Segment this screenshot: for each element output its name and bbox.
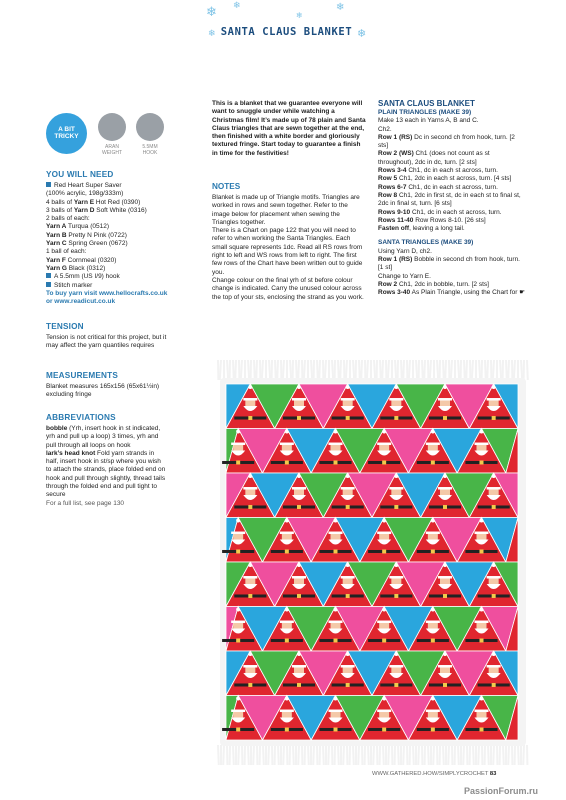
santa-hat-trim (280, 443, 294, 446)
santa-face (343, 578, 353, 585)
fringe-strand (298, 360, 299, 380)
snowflake-icon: ❄ (296, 11, 303, 20)
santa-buckle (492, 505, 496, 509)
santa-buckle (297, 416, 301, 420)
santa-buckle (236, 727, 240, 731)
santa-hat-trim (377, 621, 391, 624)
fringe-strand (388, 360, 389, 380)
santa-face (294, 578, 304, 585)
santa-hat-trim (475, 621, 489, 624)
notes-text: Blanket is made up of Triangle motifs. Triangles are worked in rows and sewn together. Refer to the image below for placement when sewing the Triangles together. There is a Chart on page 122 that you will need to refer to when working the Santa Triangles. Each small square represents 1dc. Read all RS rows from right to left and WS rows from left to right. The first few rows of the Chart have been written out to guide you. Change colour on the final yrh of st before colour change is indicated. Carry the unused colour across the top of your sts, enclosing the strand as you work. (212, 194, 364, 301)
fringe-strand (416, 360, 417, 380)
santa-hat-trim (426, 710, 440, 713)
santa-hat-trim (231, 621, 245, 624)
fringe-strand (332, 360, 333, 380)
santa-hat-trim (475, 532, 489, 535)
fringe-strand (463, 745, 464, 765)
fringe-strand (383, 745, 384, 765)
santa-face (233, 712, 243, 719)
santa-buckle (285, 638, 289, 642)
fringe-strand (527, 360, 528, 380)
santa-face (391, 578, 401, 585)
santa-hat-trim (389, 487, 403, 490)
fringe-strand (401, 360, 402, 380)
santa-face (391, 400, 401, 407)
fringe-strand (233, 745, 234, 765)
santa-face (489, 667, 499, 674)
santa-hat-trim (341, 487, 355, 490)
santa-blanket-photo (214, 360, 532, 765)
fringe-strand (338, 360, 339, 380)
materials-list: Red Heart Super Saver (100% acrylic, 198g/333m) 4 balls of Yarn E Hot Red (0390) 3 balls of Yarn D Soft White (0316) 2 balls of each: Yarn A Turqua (0512) Yarn B Pretty N Pink (0722) Yarn C Spring Green (0672) 1 ball of each: Yarn F Cornmeal (0320) Yarn G Black (0312) A 5.5mm (US I/9) hook Stitch marker To buy yarn visit www.hellocrafts.co.uk or www.readicut.co.uk (46, 182, 172, 306)
santa-buckle (346, 683, 350, 687)
you-will-need-heading: YOU WILL NEED (46, 170, 114, 179)
santa-hat-trim (292, 487, 306, 490)
santa-hat-trim (438, 576, 452, 579)
notes-heading: NOTES (212, 182, 241, 191)
santa-hat-trim (280, 621, 294, 624)
fringe-strand (430, 360, 431, 380)
page-footer: WWW.GATHERED.HOW/SIMPLYCROCHET 83 (372, 771, 497, 777)
fringe-strand (325, 360, 326, 380)
fringe-strand (422, 360, 423, 380)
santa-hat-trim (341, 576, 355, 579)
santa-face (489, 489, 499, 496)
santa-face (233, 534, 243, 541)
fringe-strand (518, 745, 519, 765)
santa-buckle (382, 549, 386, 553)
santa-buckle (248, 416, 252, 420)
santa-hat-trim (475, 710, 489, 713)
snowflake-icon: ❄ (206, 5, 217, 20)
fringe-strand (473, 745, 474, 765)
santa-face (343, 489, 353, 496)
fringe-strand (275, 360, 276, 380)
santa-buckle (346, 594, 350, 598)
fringe-strand (487, 360, 488, 380)
hook-icon (136, 113, 164, 141)
fringe-strand (479, 360, 480, 380)
snowflake-icon: ❄ (336, 2, 345, 13)
fringe-strand (409, 360, 410, 380)
fringe-strand (358, 745, 359, 765)
santa-hat-trim (438, 398, 452, 401)
santa-face (331, 445, 341, 452)
fringe-strand (220, 360, 221, 380)
fringe-strand (346, 360, 347, 380)
intro-text: This is a blanket that we guarantee everyone will want to snuggle under while watching a Christmas film! It’s made up of 78 plain and Santa Claus triangles that are sewn together at the end, then finished with a white border and gloriously textured fringe. Start today to guarantee a finish in time for the festivities! (212, 100, 366, 157)
santa-hat-trim (389, 576, 403, 579)
santa-hat-trim (426, 532, 440, 535)
santa-buckle (443, 683, 447, 687)
fringe-strand (308, 745, 309, 765)
fringe-strand (448, 745, 449, 765)
santa-face (245, 400, 255, 407)
santa-buckle (248, 594, 252, 598)
santa-face (343, 667, 353, 674)
snowflake-icon: ❄ (357, 27, 367, 40)
fringe-strand (418, 745, 419, 765)
santa-buckle (431, 727, 435, 731)
fringe-strand (424, 360, 425, 380)
santa-face (233, 445, 243, 452)
santa-hat-trim (243, 576, 257, 579)
fringe-strand (338, 745, 339, 765)
fringe-strand (506, 360, 507, 380)
santa-buckle (346, 416, 350, 420)
santa-buckle (382, 727, 386, 731)
fringe-strand (458, 360, 459, 380)
fringe-strand (443, 360, 444, 380)
santa-hat-trim (280, 532, 294, 535)
santa-face (331, 623, 341, 630)
santa-hat-trim (341, 398, 355, 401)
fringe-strand (508, 745, 509, 765)
fringe-strand (485, 360, 486, 380)
santa-buckle (480, 727, 484, 731)
fringe-strand (437, 360, 438, 380)
santa-face (379, 534, 389, 541)
santa-hat-trim (280, 710, 294, 713)
santa-face (391, 489, 401, 496)
santa-hat-trim (487, 487, 501, 490)
pattern-heading: SANTA CLAUS BLANKET (378, 99, 475, 108)
fringe-strand (493, 745, 494, 765)
santa-buckle (431, 460, 435, 464)
fringe-strand (328, 745, 329, 765)
santa-face (477, 445, 487, 452)
fringe-strand (523, 745, 524, 765)
fringe-strand (256, 360, 257, 380)
fringe-strand (466, 360, 467, 380)
fringe-strand (500, 360, 501, 380)
santa-hat-trim (292, 398, 306, 401)
santa-face (294, 400, 304, 407)
fringe-strand (353, 745, 354, 765)
santa-hat-trim (487, 665, 501, 668)
santa-hat-trim (329, 443, 343, 446)
santa-hat-trim (329, 621, 343, 624)
santa-face (331, 534, 341, 541)
fringe-strand (238, 745, 239, 765)
santa-buckle (492, 416, 496, 420)
santa-face (477, 623, 487, 630)
fringe-strand (253, 745, 254, 765)
abbreviations-heading: ABBREVIATIONS (46, 413, 116, 422)
fringe-strand (508, 360, 509, 380)
santa-face (379, 445, 389, 452)
santa-face (245, 667, 255, 674)
fringe-strand (277, 360, 278, 380)
santa-buckle (285, 460, 289, 464)
santa-hat-trim (389, 665, 403, 668)
fringe-strand (478, 745, 479, 765)
fringe-strand (445, 360, 446, 380)
fringe-strand (227, 360, 228, 380)
santa-buckle (394, 594, 398, 598)
fringe-strand (296, 360, 297, 380)
tension-heading: TENSION (46, 322, 84, 331)
santa-buckle (248, 683, 252, 687)
santa-hat-trim (243, 665, 257, 668)
santa-face (343, 400, 353, 407)
plain-triangles-instructions: PLAIN TRIANGLES (MAKE 39) Make 13 each in Yarns A, B and C. Ch2. Row 1 (RS) Dc in second ch from hook, turn. [2 sts] Row 2 (WS) Ch1 (does not count as st throughout), 2dc in dc, turn. [2 sts] Rows 3-4 Ch1, dc in each st across, turn. Row 5 Ch1, 2dc in each st across, turn. [4 sts] Rows 6-7 Ch1, dc in each st across, turn. Row 8 Ch1, 2dc in first st, dc in each st to final st, 2dc in final st, turn. [6 sts] Rows 9-10 Ch1, dc in each st across, turn. Rows 11-40 Row Rows 8-10. [26 sts] Fasten off, leaving a long tail. SANTA TRIANGLES (MAKE 39) Using Yarn D, ch2. Row 1 (RS) Bobble in second ch from hook, turn. [1 st] Change to Yarn E. Row 2 Ch1, 2dc in bobble, turn. [2 sts] Rows 3-40 As Plain Triangle, using the Chart for ☛ (378, 109, 526, 297)
santa-buckle (236, 638, 240, 642)
santa-face (477, 712, 487, 719)
santa-face (294, 667, 304, 674)
fringe-strand (293, 745, 294, 765)
santa-buckle (297, 505, 301, 509)
fringe-strand (514, 360, 515, 380)
santa-buckle (382, 638, 386, 642)
santa-hat-trim (329, 532, 343, 535)
measurements-text: Blanket measures 165x156 (65x61½in) excluding fringe (46, 383, 160, 399)
santa-buckle (492, 594, 496, 598)
santa-hat-trim (377, 710, 391, 713)
santa-buckle (443, 594, 447, 598)
santa-buckle (492, 683, 496, 687)
fringe-strand (313, 745, 314, 765)
fringe-strand (361, 360, 362, 380)
santa-buckle (431, 638, 435, 642)
santa-face (282, 712, 292, 719)
measurements-heading: MEASUREMENTS (46, 371, 118, 380)
fringe-strand (367, 360, 368, 380)
fringe-strand (373, 745, 374, 765)
fringe-strand (343, 745, 344, 765)
santa-hat-trim (487, 398, 501, 401)
santa-hat-trim (231, 443, 245, 446)
fringe-strand (283, 360, 284, 380)
santa-buckle (285, 549, 289, 553)
santa-hat-trim (243, 487, 257, 490)
fringe-strand (382, 360, 383, 380)
santa-buckle (394, 505, 398, 509)
santa-face (428, 623, 438, 630)
fringe-strand (403, 360, 404, 380)
santa-buckle (334, 727, 338, 731)
santa-buckle (236, 549, 240, 553)
santa-buckle (394, 683, 398, 687)
santa-buckle (394, 416, 398, 420)
santa-face (379, 623, 389, 630)
fringe-strand (298, 745, 299, 765)
buy-link[interactable]: To buy yarn visit www.hellocrafts.co.uk or www.readicut.co.uk (46, 289, 168, 306)
fringe-strand (451, 360, 452, 380)
santa-buckle (382, 460, 386, 464)
santa-buckle (346, 505, 350, 509)
santa-face (379, 712, 389, 719)
santa-buckle (443, 505, 447, 509)
yarn-ball-icon (98, 113, 126, 141)
santa-face (440, 400, 450, 407)
santa-hat-trim (487, 576, 501, 579)
santa-hat-trim (426, 443, 440, 446)
page-title: SANTA CLAUS BLANKET (220, 26, 353, 38)
fringe-strand (493, 360, 494, 380)
santa-buckle (480, 638, 484, 642)
santa-face (440, 578, 450, 585)
fringe-strand (503, 745, 504, 765)
santa-face (428, 712, 438, 719)
fringe-strand (398, 745, 399, 765)
santa-buckle (334, 638, 338, 642)
santa-face (331, 712, 341, 719)
santa-hat-trim (231, 710, 245, 713)
snowflake-icon: ❄ (233, 1, 241, 11)
fringe-strand (403, 745, 404, 765)
fringe-strand (472, 360, 473, 380)
santa-buckle (334, 460, 338, 464)
watermark: PassionForum.ru (464, 786, 539, 796)
santa-face (245, 489, 255, 496)
santa-hat-trim (389, 398, 403, 401)
santa-face (489, 400, 499, 407)
fringe-strand (304, 360, 305, 380)
santa-buckle (443, 416, 447, 420)
snowflake-icon: ❄ (208, 29, 216, 39)
fringe-strand (368, 745, 369, 765)
santa-face (440, 489, 450, 496)
santa-buckle (285, 727, 289, 731)
santa-hat-trim (377, 443, 391, 446)
fringe-strand (262, 360, 263, 380)
santa-hat-trim (475, 443, 489, 446)
santa-hat-trim (426, 621, 440, 624)
santa-hat-trim (292, 576, 306, 579)
fringe-strand (268, 745, 269, 765)
santa-face (440, 667, 450, 674)
santa-face (233, 623, 243, 630)
fringe-strand (311, 360, 312, 380)
fringe-strand (458, 745, 459, 765)
santa-face (489, 578, 499, 585)
santa-face (428, 534, 438, 541)
fringe-strand (248, 360, 249, 380)
abbreviations-text: bobble (Yrh, insert hook in st indicated, yrh and pull up a loop) 3 times, yrh and pull through all loops on hook lark’s head knot Fold yarn strands in half, insert hook in st/sp where you wish to attach the strands, place folded end on hook and pull through slightly, thread tails through the folded end and pull tight to secure For a full list, see page 130 (46, 425, 166, 507)
santa-face (282, 623, 292, 630)
skill-badge: A BIT TRICKY (46, 113, 87, 154)
fringe-strand (235, 360, 236, 380)
fringe-strand (223, 745, 224, 765)
fringe-strand (319, 360, 320, 380)
fringe-strand (317, 360, 318, 380)
fringe-strand (233, 360, 234, 380)
santa-face (294, 489, 304, 496)
hook-label: 5.5MM HOOK (142, 144, 158, 157)
santa-buckle (480, 549, 484, 553)
santa-buckle (297, 683, 301, 687)
tension-text: Tension is not critical for this project, but it may affect the yarn quantiles requires (46, 334, 167, 350)
santa-hat-trim (243, 398, 257, 401)
santa-buckle (334, 549, 338, 553)
santa-buckle (236, 460, 240, 464)
santa-hat-trim (292, 665, 306, 668)
santa-buckle (431, 549, 435, 553)
santa-face (428, 445, 438, 452)
fringe-strand (464, 360, 465, 380)
santa-hat-trim (377, 532, 391, 535)
fringe-strand (278, 745, 279, 765)
santa-buckle (297, 594, 301, 598)
fringe-strand (433, 745, 434, 765)
santa-face (282, 445, 292, 452)
fringe-strand (413, 745, 414, 765)
fringe-strand (283, 745, 284, 765)
fringe-strand (254, 360, 255, 380)
santa-hat-trim (329, 710, 343, 713)
fringe-strand (380, 360, 381, 380)
fringe-strand (359, 360, 360, 380)
fringe-strand (428, 745, 429, 765)
fringe-strand (374, 360, 375, 380)
fringe-strand (443, 745, 444, 765)
fringe-strand (323, 745, 324, 765)
fringe-strand (263, 745, 264, 765)
santa-face (245, 578, 255, 585)
fringe-strand (340, 360, 341, 380)
weight-label: ARAN WEIGHT (102, 144, 122, 157)
fringe-strand (395, 360, 396, 380)
fringe-strand (248, 745, 249, 765)
santa-face (477, 534, 487, 541)
santa-hat-trim (438, 487, 452, 490)
fringe-strand (388, 745, 389, 765)
fringe-strand (269, 360, 270, 380)
santa-face (391, 667, 401, 674)
fringe-strand (290, 360, 291, 380)
fringe-strand (241, 360, 242, 380)
santa-hat-trim (341, 665, 355, 668)
santa-hat-trim (231, 532, 245, 535)
fringe-strand (521, 360, 522, 380)
fringe-strand (353, 360, 354, 380)
santa-hat-trim (438, 665, 452, 668)
santa-buckle (480, 460, 484, 464)
fringe-strand (488, 745, 489, 765)
santa-face (282, 534, 292, 541)
fringe-strand (218, 745, 219, 765)
santa-buckle (248, 505, 252, 509)
